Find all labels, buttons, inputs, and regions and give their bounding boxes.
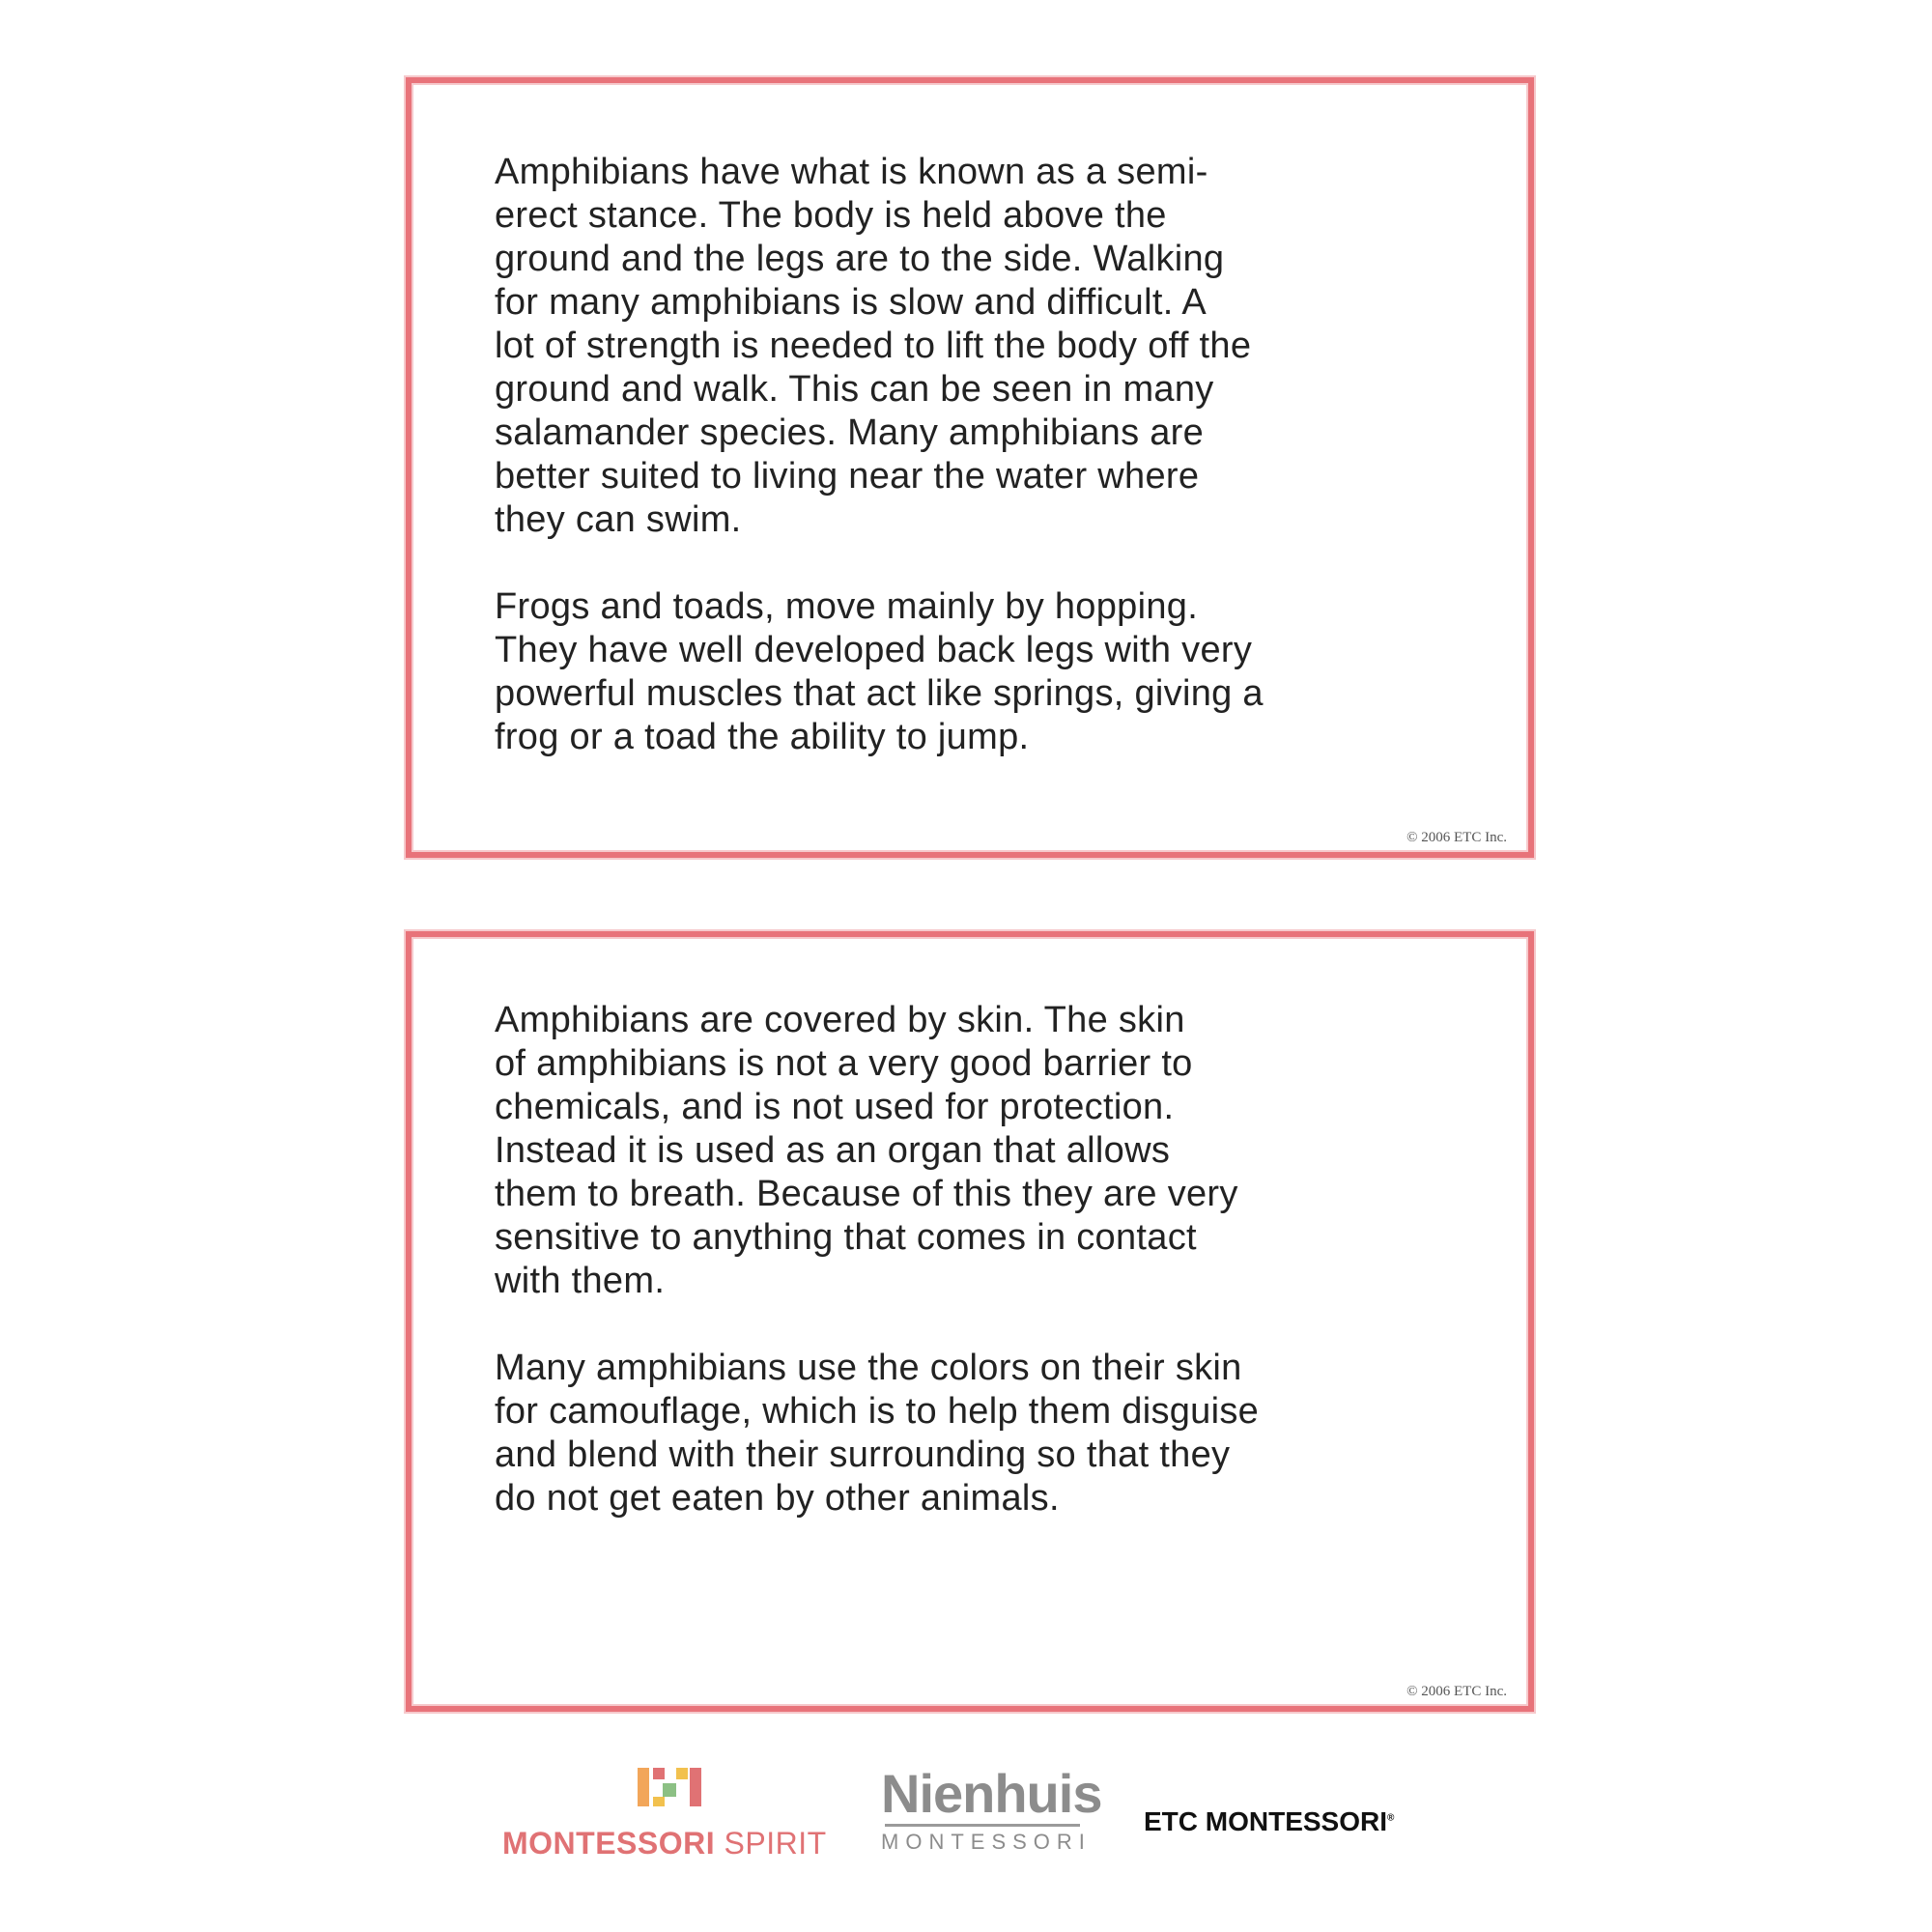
info-card-skin <box>406 931 1534 1712</box>
copyright-notice: © 2006 ETC Inc. <box>1406 1684 1507 1699</box>
card-text <box>495 151 1470 803</box>
brand-logos <box>0 1758 1932 1874</box>
montessori-spirit-wordmark: MONTESSORI SPIRIT <box>502 1826 827 1861</box>
card-paragraph: Amphibians have what is known as a semi- erect stance. The body is held above the ground and the legs are to the side. Walking for many amphibians is slow and difficult. A lot of strength is needed to lift the body off the ground and walk. This can be seen in many salamander species. Many amphibians are better suited to living near the water where they can swim. <box>495 152 1252 540</box>
card-paragraph: Amphibians are covered by skin. The skin of amphibians is not a very good barrier to chemicals, and is not used for protection. Instead it is used as an organ that allows them to breath. Because of this they are very sensitive to anything that comes in contact with them. <box>495 1000 1238 1301</box>
nienhuis-divider <box>885 1824 1080 1827</box>
nienhuis-logo <box>881 1763 1102 1872</box>
montessori-spirit-mark-icon <box>638 1768 701 1812</box>
etc-montessori-logo: ETC MONTESSORI® <box>1144 1806 1395 1836</box>
card-paragraph: Frogs and toads, move mainly by hopping. They have well developed back legs with very powerful muscles that act like springs, giving a frog or a toad the ability to jump. <box>495 586 1264 757</box>
nienhuis-wordmark: Nienhuis <box>881 1763 1102 1824</box>
card-paragraph: Many amphibians use the colors on their skin for camouflage, which is to help them disguise and blend with their surrounding so that they do not get eaten by other animals. <box>495 1348 1260 1519</box>
montessori-spirit-logo <box>502 1768 831 1874</box>
card-text <box>495 999 1470 1564</box>
nienhuis-subtitle: MONTESSORI <box>881 1830 1092 1854</box>
info-card-locomotion <box>406 77 1534 858</box>
copyright-notice: © 2006 ETC Inc. <box>1406 830 1507 845</box>
